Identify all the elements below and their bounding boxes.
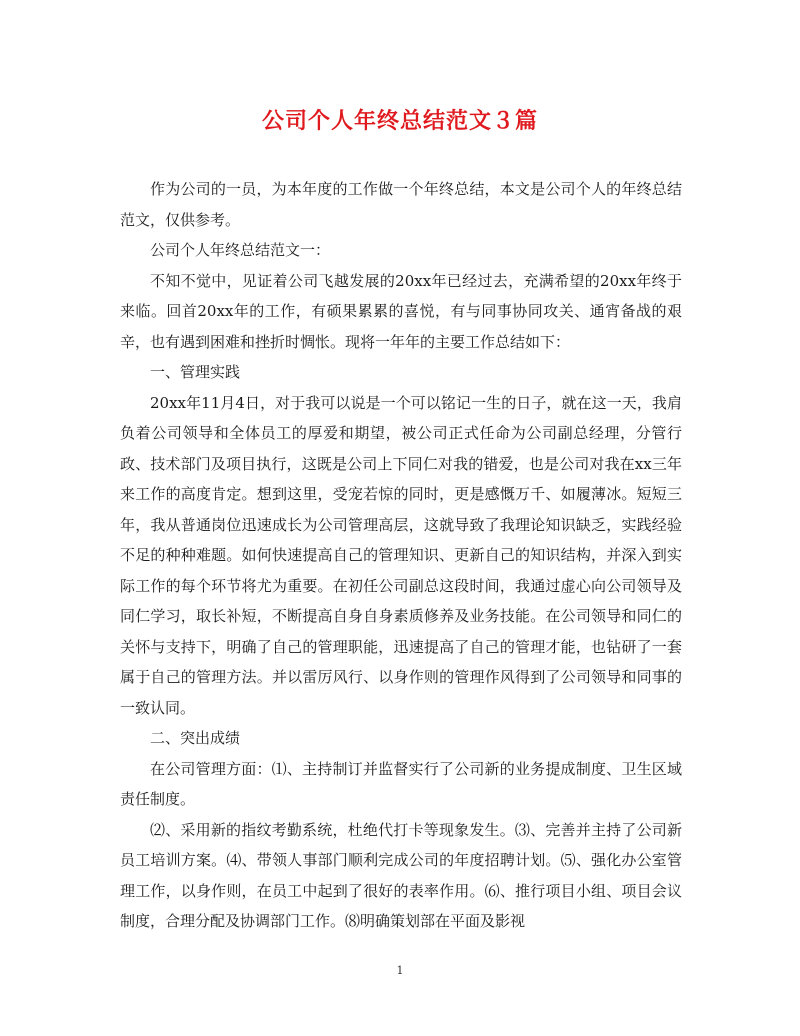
paragraph-heading-achievements: 二、突出成绩 [150,729,241,747]
paragraph-heading-management: 一、管理实践 [150,363,241,381]
page-number: 1 [396,964,404,977]
document-body [120,174,682,937]
paragraph-opening: 不知不觉中，见证着公司飞越发展的20xx年已经过去，充满希望的20xx年终于来临。回首20xx年的工作，有硕果累累的喜悦，有与同事协同攻关、通宵备战的艰辛，也有遇到困难和挫折时惆怅。现将一年年的主要工作总结如下： [120,271,682,351]
paragraph-section-heading: 公司个人年终总结范文一： [150,241,331,259]
paragraph-intro: 作为公司的一员，为本年度的工作做一个年终总结，本文是公司个人的年终总结范文，仅供参考。 [120,180,682,229]
paragraph-achievement-list: ⑵、采用新的指纹考勤系统，杜绝代打卡等现象发生。⑶、完善并主持了公司新员工培训方案。⑷、带领人事部门顺利完成公司的年度招聘计划。⑸、强化办公室管理工作，以身作则，在员工中起到了很好的表率作用。⑹、推行项目小组、项目会议制度，合理分配及协调部门工作。⑻明确策划部在平面及影视 [120,820,682,930]
paragraph-management-practice: 20xx年11月4日，对于我可以说是一个可以铭记一生的日子，就在这一天，我肩负着公司领导和全体员工的厚爱和期望，被公司正式任命为公司副总经理，分管行政、技术部门及项目执行，这既是公司上下同仁对我的错爱，也是公司对我在xx三年来工作的高度肯定。想到这里，受宠若惊的同时，更是感慨万千、如履薄冰。短短三年，我从普通岗位迅速成长为公司管理高层，这就导致了我理论知识缺乏，实践经验不足的种种难题。如何快速提高自己的管理知识、更新自己的知识结构，并深入到实际工作的每个环节将尤为重要。在初任公司副总这段时间，我通过虚心向公司领导及同仁学习，取长补短，不断提高自身自身素质修养及业务技能。在公司领导和同仁的关怀与支持下，明确了自己的管理职能，迅速提高了自己的管理才能，也钻研了一套属于自己的管理方法。并以雷厉风行、以身作则的管理作风得到了公司领导和同事的一致认同。 [120,393,682,717]
paragraph-management-aspect: 在公司管理方面：⑴、主持制订并监督实行了公司新的业务提成制度、卫生区域责任制度。 [120,759,682,808]
document-title: 公司个人年终总结范文３篇 [261,108,538,134]
